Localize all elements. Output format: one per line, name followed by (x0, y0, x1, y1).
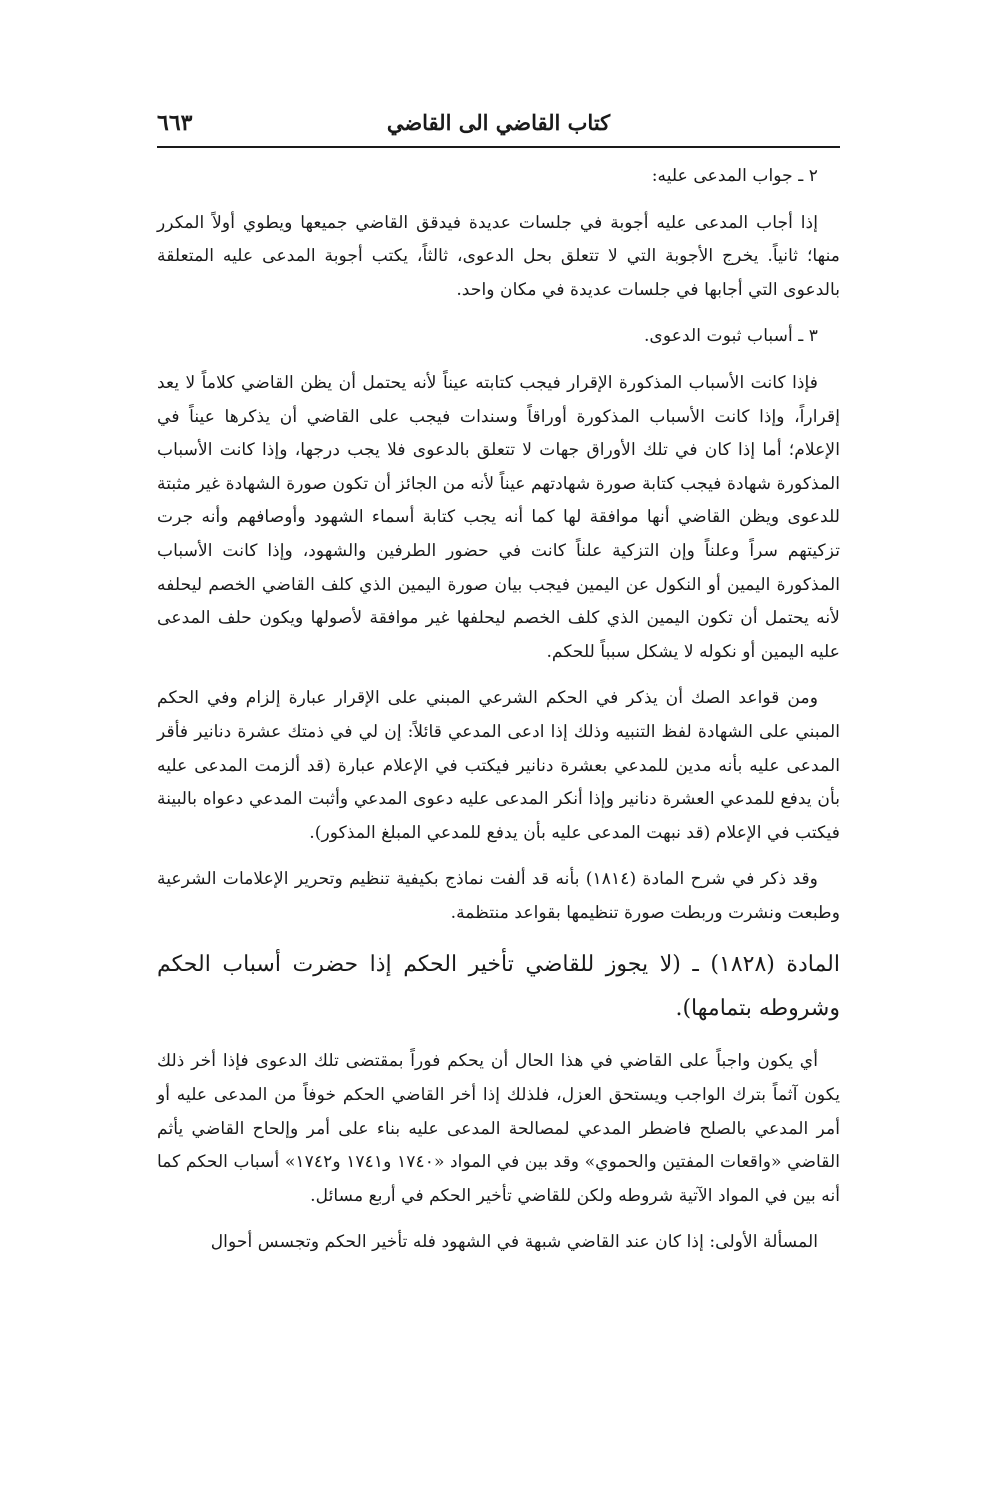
article-heading: المادة (١٨٢٨) ـ (لا يجوز للقاضي تأخير الحكم إذا حضرت أسباب الحكم وشروطه بتمامها). (157, 952, 840, 1022)
running-title: كتاب القاضي الى القاضي (386, 110, 611, 135)
paragraph: المسألة الأولى: إذا كان عند القاضي شبهة في الشهود فله تأخير الحكم وتجسس أحوال (210, 1232, 818, 1253)
header-divider (157, 146, 840, 148)
paragraph: فإذا كانت الأسباب المذكورة الإقرار فيجب كتابته عيناً لأنه يحتمل أن يظن القاضي كلاماً لا يعد إقراراً، وإذا كانت الأسباب المذكورة أوراقاً وسندات فيجب على القاضي أن يذكرها عيناً في الإعلام؛ أما إذا كان في تلك الأوراق جهات لا تتعلق بالدعوى فلا يجب درجها، وإذا كانت الأسباب المذكورة شهادة فيجب كتابة صورة شهادتهم عيناً لأنه من الجائز أن تكون صورة الشهادة غير مثبتة للدعوى ويظن القاضي أنها موافقة لها كما أنه يجب كتابة أسماء الشهود وأوصافهم وأنه جرت تزكيتهم سراً وعلناً وإن التزكية علناً كانت في حضور الطرفين والشهود، وإذا كانت الأسباب المذكورة اليمين أو النكول عن اليمين فيجب بيان صورة اليمين الذي كلف القاضي الخصم ليحلفه لأنه يحتمل أن تكون اليمين الذي كلف الخصم ليحلفها غير موافقة لأصولها ويكون حلف المدعى عليه اليمين أو نكوله لا يشكل سبباً للحكم. (157, 372, 840, 662)
page-body (157, 160, 840, 1273)
page-number: ٦٦٣ (157, 110, 193, 136)
paragraph: ومن قواعد الصك أن يذكر في الحكم الشرعي المبني على الإقرار عبارة إلزام وفي الحكم المبني على الشهادة لفظ التنبيه وذلك إذا ادعى المدعي قائلاً: إن لي في ذمتك عشرة دنانير فأقر المدعى عليه بأنه مدين للمدعي بعشرة دنانير فيكتب في الإعلام عبارة (قد ألزمت المدعى عليه بأن يدفع للمدعي العشرة دنانير وإذا أنكر المدعى عليه دعوى المدعي وأثبت المدعي دعواه بالبينة فيكتب في الإعلام (قد نبهت المدعى عليه بأن يدفع للمدعي المبلغ المذكور). (157, 688, 840, 843)
section-heading-proof-causes: ٣ ـ أسباب ثبوت الدعوى. (643, 326, 818, 347)
paragraph: وقد ذكر في شرح المادة (١٨١٤) بأنه قد ألفت نماذج بكيفية تنظيم وتحرير الإعلامات الشرعية وطبعت ونشرت وربطت صورة تنظيمها بقواعد منتظمة. (157, 869, 840, 923)
paragraph: إذا أجاب المدعى عليه أجوبة في جلسات عديدة فيدقق القاضي جميعها ويطوي أولاً المكرر منها؛ ثانياً. يخرج الأجوبة التي لا تتعلق بحل الدعوى، ثالثاً، يكتب أجوبة المدعى عليه المتعلقة بالدعوى التي أجابها في جلسات عديدة في مكان واحد. (157, 212, 840, 300)
paragraph: أي يكون واجباً على القاضي في هذا الحال أن يحكم فوراً بمقتضى تلك الدعوى فإذا أخر ذلك يكون آثماً بترك الواجب ويستحق العزل، فلذلك إذا أخر القاضي الحكم خوفاً من المدعى عليه أو أمر المدعي بالصلح فاضطر المدعي لمصالحة المدعى عليه بناء على أمر وإلحاح القاضي يأثم القاضي «واقعات المفتين والحموي» وقد بين في المواد «١٧٤٠ و١٧٤١ و١٧٤٢» أسباب الحكم كما أنه بين في المواد الآتية شروطه ولكن للقاضي تأخير الحكم في أربع مسائل. (157, 1051, 840, 1206)
section-heading-defendant-answer: ٢ ـ جواب المدعى عليه: (651, 166, 818, 186)
page-header (157, 108, 840, 148)
